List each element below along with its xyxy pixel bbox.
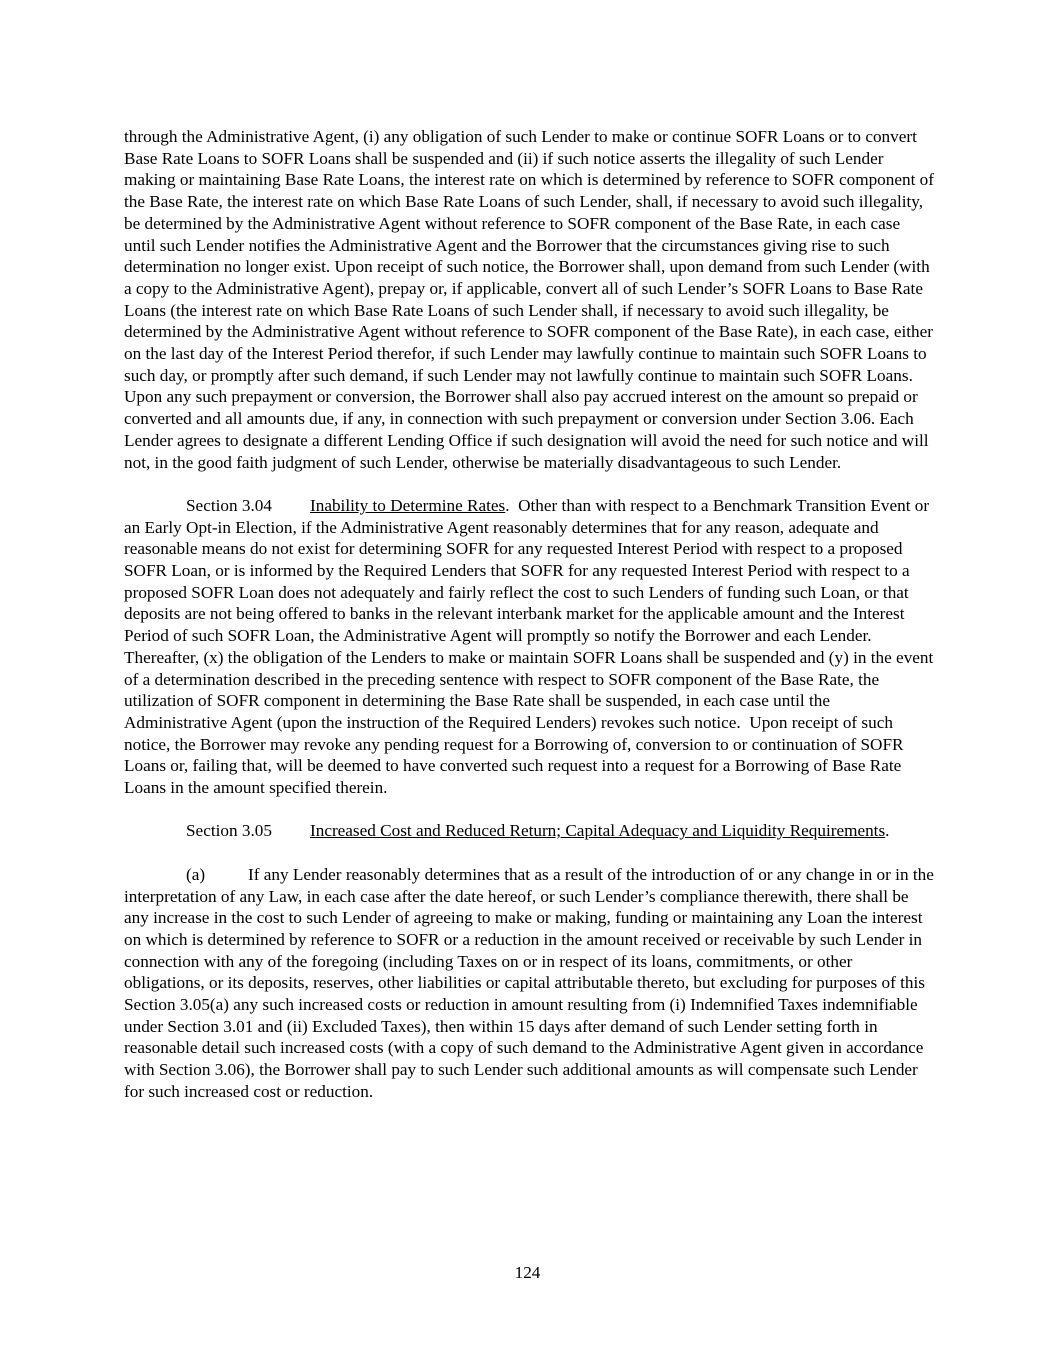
document-page [124, 126, 938, 1124]
section-number: Section 3.05 [186, 821, 272, 841]
section-heading-period: . [505, 495, 510, 515]
page-number: 124 [514, 1263, 541, 1282]
section-heading: Inability to Determine Rates [310, 495, 506, 515]
section-3-05 [124, 820, 934, 842]
subsection-number: (a) [186, 864, 206, 884]
section-heading-period: . [885, 821, 890, 841]
section-body: Other than with respect to a Benchmark Transition Event or an Early Opt-in Election, if the Administrative Agent reasonably determines that for any reason, adequate and reasonable means do not exist for determining SOFR for any requested Interest Period with respect to a proposed SOFR Loan, or is informed by the Required Lenders that SOFR for any requested Interest Period with respect to a proposed SOFR Loan does not adequately and fairly reflect the cost to such Lenders of funding such Loan, or that deposits are not being offered to banks in the relevant interbank market for the applicable amount and the Interest Period of such SOFR Loan, the Administrative Agent will promptly so notify the Borrower and each Lender. Thereafter, (x) the obligation of the Lenders to make or maintain SOFR Loans shall be suspended and (y) in the event of a determination described in the preceding sentence with respect to SOFR component of the Base Rate, the utilization of SOFR component in determining the Base Rate shall be suspended, in each case until the Administrative Agent (upon the instruction of the Required Lenders) revokes such notice. Upon receipt of such notice, the Borrower may revoke any pending request for a Borrowing of, conversion to or continuation of SOFR Loans or, failing that, will be deemed to have converted such request into a request for a Borrowing of Base Rate Loans in the amount specified therein. [124, 495, 938, 798]
section-number: Section 3.04 [186, 495, 272, 515]
section-3-05-a [124, 864, 934, 1103]
subsection-body: If any Lender reasonably determines that as a result of the introduction of or any change in or in the interpretation of any Law, in each case after the date hereof, or such Lender’s compliance therewith, there shall be any increase in the cost to such Lender of agreeing to make or making, funding or maintaining any Loan the interest on which is determined by reference to SOFR or a reduction in the amount received or receivable by such Lender in connection with any of the foregoing (including Taxes on or in respect of its loans, commitments, or other obligations, or its deposits, reserves, other liabilities or capital attributable thereto, but excluding for purposes of this Section 3.05(a) any such increased costs or reduction in amount resulting from (i) Indemnified Taxes indemnifiable under Section 3.01 and (ii) Excluded Taxes), then within 15 days after demand of such Lender setting forth in reasonable detail such increased costs (with a copy of such demand to the Administrative Agent given in accordance with Section 3.06), the Borrower shall pay to such Lender such additional amounts as will compensate such Lender for such increased cost or reduction. [124, 864, 934, 1101]
paragraph-continuation [124, 126, 934, 473]
paragraph-text: through the Administrative Agent, (i) any obligation of such Lender to make or continue SOFR Loans or to convert Base Rate Loans to SOFR Loans shall be suspended and (ii) if such notice asserts the illegality of such Lender making or maintaining Base Rate Loans, the interest rate on which is determined by reference to SOFR component of the Base Rate, the interest rate on which Base Rate Loans of such Lender, shall, if necessary to avoid such illegality, be determined by the Administrative Agent without reference to SOFR component of the Base Rate, in each case until such Lender notifies the Administrative Agent and the Borrower that the circumstances giving rise to such determination no longer exist. Upon receipt of such notice, the Borrower shall, upon demand from such Lender (with a copy to the Administrative Agent), prepay or, if applicable, convert all of such Lender’s SOFR Loans to Base Rate Loans (the interest rate on which Base Rate Loans of such Lender shall, if necessary to avoid such illegality, be determined by the Administrative Agent without reference to SOFR component of the Base Rate), in each case, either on the last day of the Interest Period therefor, if such Lender may lawfully continue to maintain such SOFR Loans to such day, or promptly after such demand, if such Lender may not lawfully continue to maintain such SOFR Loans. Upon any such prepayment or conversion, the Borrower shall also pay accrued interest on the amount so prepaid or converted and all amounts due, if any, in connection with such prepayment or conversion under Section 3.06. Each Lender agrees to designate a different Lending Office if such designation will avoid the need for such notice and will not, in the good faith judgment of such Lender, otherwise be materially disadvantageous to such Lender. [124, 127, 934, 472]
section-heading: Increased Cost and Reduced Return; Capital Adequacy and Liquidity Requirements [310, 821, 886, 841]
section-3-04 [124, 495, 938, 799]
